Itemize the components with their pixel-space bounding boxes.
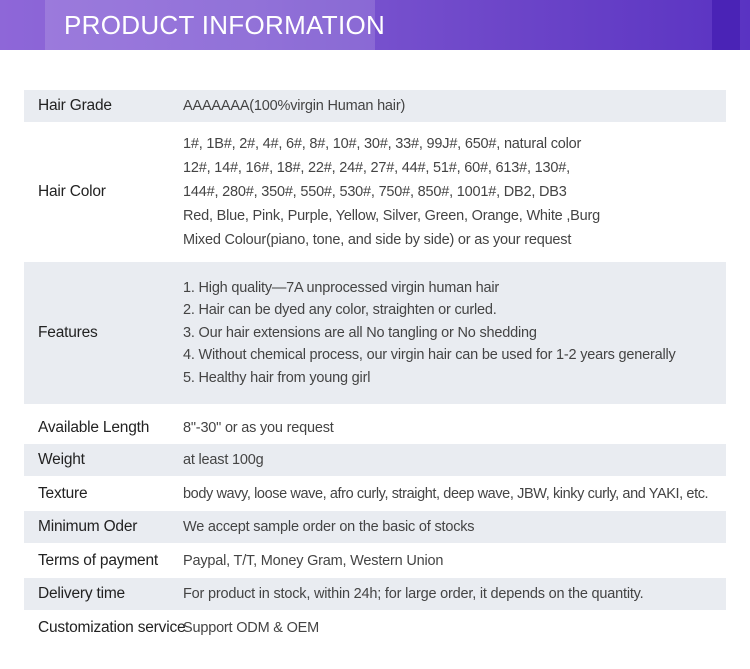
row-label: Weight — [38, 451, 85, 468]
value-line: 8"-30" or as you request — [183, 419, 334, 436]
row-label: Hair Color — [38, 183, 106, 200]
row-features — [24, 262, 726, 404]
row-customization-service — [24, 610, 726, 646]
row-terms-of-payment — [24, 543, 726, 578]
row-available-length — [24, 411, 726, 444]
row-label: Terms of payment — [38, 551, 158, 569]
page-title: PRODUCT INFORMATION — [64, 10, 386, 40]
row-label: Hair Grade — [38, 97, 112, 114]
row-label: Minimum Oder — [38, 518, 138, 535]
value-line: 1#, 1B#, 2#, 4#, 6#, 8#, 10#, 30#, 33#, 99J#, 650#, natural color — [183, 136, 582, 152]
value-line: AAAAAAA(100%virgin Human hair) — [183, 98, 406, 114]
row-label: Delivery time — [38, 585, 125, 602]
value-line: Red, Blue, Pink, Purple, Yellow, Silver, Green, Orange, White ,Burg — [183, 208, 600, 224]
value-line: at least 100g — [183, 452, 264, 468]
row-value — [183, 452, 726, 468]
banner-stripe — [712, 0, 740, 50]
row-value — [183, 132, 726, 252]
value-line: Mixed Colour(piano, tone, and side by side) or as your request — [183, 232, 572, 248]
value-line: 5. Healthy hair from young girl — [183, 369, 371, 386]
value-line: Paypal, T/T, Money Gram, Western Union — [183, 552, 444, 569]
value-line: Support ODM & OEM — [183, 620, 319, 636]
row-label: Customization service — [38, 619, 186, 636]
row-value — [183, 519, 726, 535]
value-line: We accept sample order on the basic of stocks — [183, 519, 475, 535]
row-hair-grade — [24, 90, 726, 122]
value-line: 4. Without chemical process, our virgin hair can be used for 1-2 years generally — [183, 347, 676, 364]
row-label: Texture — [38, 484, 88, 502]
value-line: 3. Our hair extensions are all No tangling or No shedding — [183, 324, 537, 341]
row-label: Available Length — [38, 418, 150, 436]
value-line: 1. High quality—7A unprocessed virgin human hair — [183, 279, 500, 296]
row-value — [183, 277, 726, 390]
row-weight — [24, 444, 726, 476]
row-minimum-order — [24, 511, 726, 543]
row-value — [183, 586, 726, 602]
row-gap — [24, 122, 726, 129]
row-delivery-time — [24, 578, 726, 610]
value-line: 2. Hair can be dyed any color, straighten or curled. — [183, 302, 497, 319]
product-info-table — [24, 90, 726, 646]
value-line: 144#, 280#, 350#, 550#, 530#, 750#, 850#, 1001#, DB2, DB3 — [183, 184, 567, 200]
row-gap — [24, 404, 726, 411]
row-value — [183, 553, 726, 569]
value-line: body wavy, loose wave, afro curly, straight, deep wave, JBW, kinky curly, and YAKI, etc. — [183, 485, 709, 502]
row-value — [183, 620, 726, 636]
row-value — [183, 486, 726, 502]
row-value — [183, 420, 726, 436]
row-value — [183, 98, 726, 114]
row-hair-color — [24, 129, 726, 255]
row-texture — [24, 476, 726, 511]
value-line: For product in stock, within 24h; for large order, it depends on the quantity. — [183, 586, 644, 602]
value-line: 12#, 14#, 16#, 18#, 22#, 24#, 27#, 44#, 51#, 60#, 613#, 130#, — [183, 160, 570, 176]
row-label: Features — [38, 324, 98, 341]
row-gap — [24, 255, 726, 262]
banner — [0, 0, 750, 50]
